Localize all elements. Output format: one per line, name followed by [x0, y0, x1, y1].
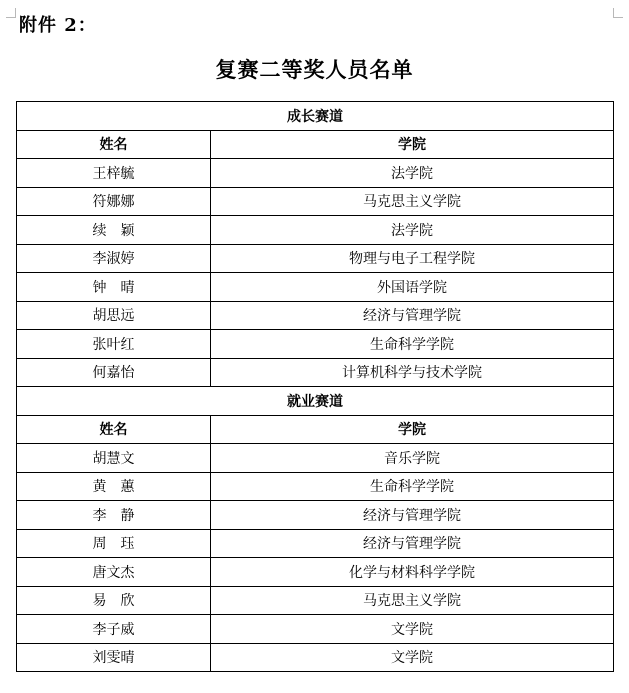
college-cell: 法学院 [211, 216, 614, 245]
college-cell: 马克思主义学院 [211, 586, 614, 615]
college-cell: 生命科学学院 [211, 472, 614, 501]
college-cell: 化学与材料科学学院 [211, 558, 614, 587]
page-corner-mark-left [6, 8, 16, 18]
table-row [17, 586, 614, 615]
section-track-row [17, 387, 614, 416]
college-cell: 文学院 [211, 643, 614, 672]
table-row [17, 358, 614, 387]
college-cell: 物理与电子工程学院 [211, 244, 614, 273]
table-row [17, 244, 614, 273]
table-row [17, 187, 614, 216]
name-column-header: 姓名 [17, 415, 211, 444]
table-row [17, 444, 614, 473]
name-cell: 黄 蕙 [17, 472, 211, 501]
award-roster-table [16, 101, 614, 672]
name-cell: 李 静 [17, 501, 211, 530]
name-cell: 李淑婷 [17, 244, 211, 273]
table-row [17, 330, 614, 359]
name-cell: 何嘉怡 [17, 358, 211, 387]
track-title: 就业赛道 [17, 387, 614, 416]
college-cell: 经济与管理学院 [211, 301, 614, 330]
section-track-row [17, 102, 614, 131]
table-row [17, 301, 614, 330]
college-cell: 文学院 [211, 615, 614, 644]
table-row [17, 216, 614, 245]
name-cell: 胡慧文 [17, 444, 211, 473]
college-cell: 马克思主义学院 [211, 187, 614, 216]
attachment-label: 附件 2： [19, 15, 97, 36]
table-row [17, 159, 614, 188]
college-cell: 法学院 [211, 159, 614, 188]
page-title: 复赛二等奖人员名单 [215, 57, 414, 82]
table-row [17, 558, 614, 587]
name-cell: 唐文杰 [17, 558, 211, 587]
college-column-header: 学院 [211, 130, 614, 159]
table-row [17, 273, 614, 302]
name-cell: 钟 晴 [17, 273, 211, 302]
table-row [17, 615, 614, 644]
name-column-header: 姓名 [17, 130, 211, 159]
column-header-row [17, 130, 614, 159]
name-cell: 易 欣 [17, 586, 211, 615]
track-title: 成长赛道 [17, 102, 614, 131]
name-cell: 周 珏 [17, 529, 211, 558]
table-row [17, 472, 614, 501]
college-cell: 计算机科学与技术学院 [211, 358, 614, 387]
name-cell: 张叶红 [17, 330, 211, 359]
name-cell: 刘雯晴 [17, 643, 211, 672]
college-cell: 生命科学学院 [211, 330, 614, 359]
table-row [17, 501, 614, 530]
college-cell: 经济与管理学院 [211, 501, 614, 530]
name-cell: 李子威 [17, 615, 211, 644]
table-row [17, 643, 614, 672]
page-corner-mark-right [613, 8, 623, 18]
column-header-row [17, 415, 614, 444]
college-cell: 经济与管理学院 [211, 529, 614, 558]
name-cell: 符娜娜 [17, 187, 211, 216]
college-column-header: 学院 [211, 415, 614, 444]
college-cell: 音乐学院 [211, 444, 614, 473]
college-cell: 外国语学院 [211, 273, 614, 302]
name-cell: 王梓毓 [17, 159, 211, 188]
name-cell: 续 颖 [17, 216, 211, 245]
name-cell: 胡思远 [17, 301, 211, 330]
table-row [17, 529, 614, 558]
